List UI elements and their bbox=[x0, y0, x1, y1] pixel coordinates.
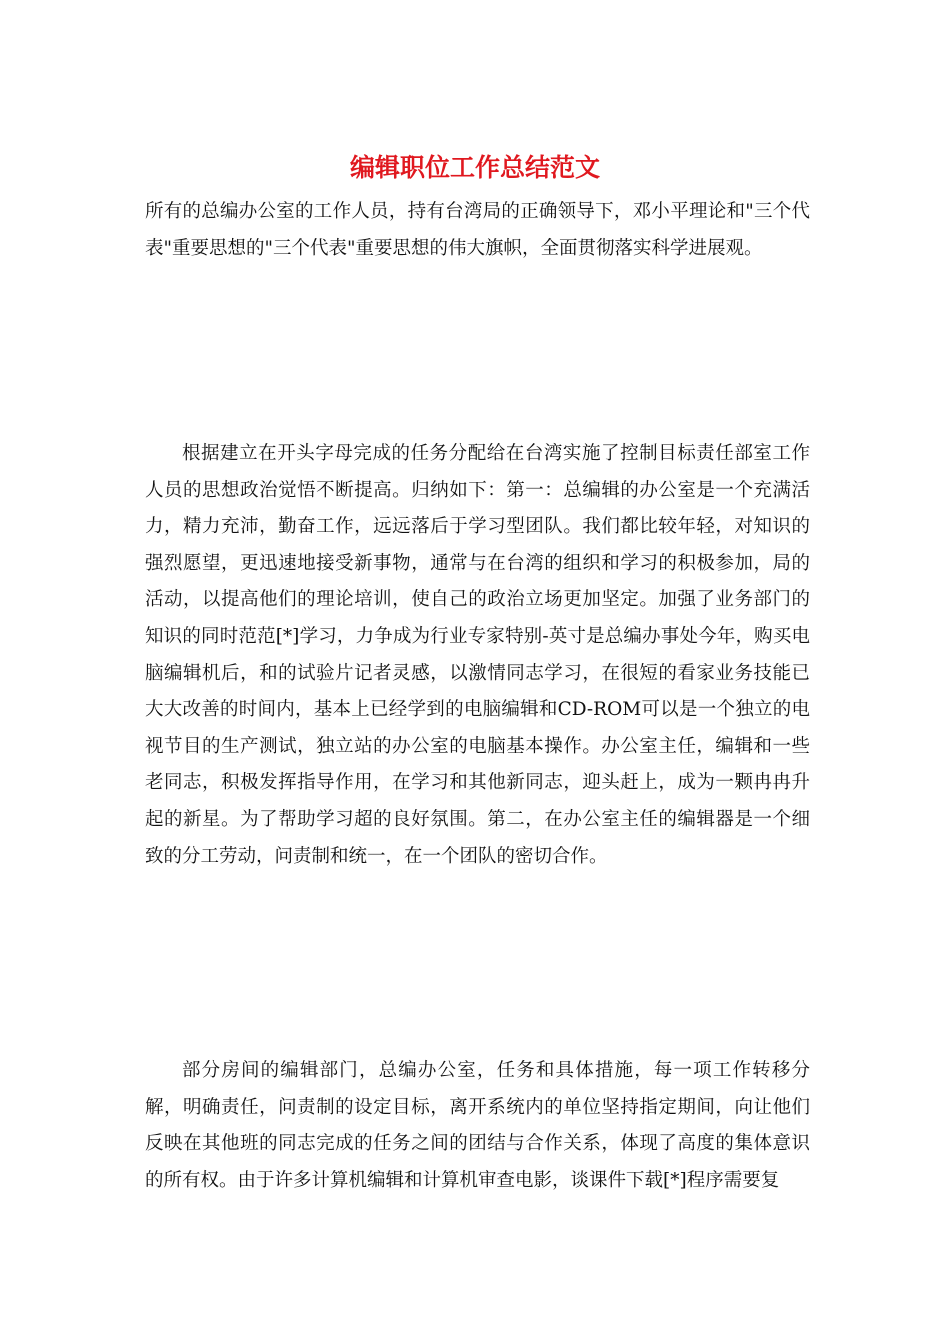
document-title: 编辑职位工作总结范文 bbox=[349, 153, 600, 182]
paragraph-intro: 所有的总编办公室的工作人员，持有台湾局的正确领导下，邓小平理论和"三个代表"重要思想的"三个代表"重要思想的伟大旗帜，全面贯彻落实科学进展观。 bbox=[145, 201, 810, 259]
paragraph-body-2: 部分房间的编辑部门，总编办公室，任务和具体措施，每一项工作转移分解，明确责任，问责制的设定目标，离开系统内的单位坚持指定期间，向让他们反映在其他班的同志完成的任务之间的团结与合作关系，体现了高度的集体意识的所有权。由于许多计算机编辑和计算机审查电影，谈课件下载[*]程序需要复 bbox=[145, 1060, 810, 1191]
paragraph-body-1: 根据建立在开头字母完成的任务分配给在台湾实施了控制目标责任部室工作人员的思想政治觉悟不断提高。归纳如下：第一：总编辑的办公室是一个充满活力，精力充沛，勤奋工作，远远落后于学习型团队。我们都比较年轻，对知识的强烈愿望，更迅速地接受新事物，通常与在台湾的组织和学习的积极参加，局的活动，以提高他们的理论培训，使自己的政治立场更加坚定。加强了业务部门的知识的同时范范[*]学习，力争成为行业专家特别-英寸是总编办事处今年，购买电脑编辑机后，和的试验片记者灵感，以激情同志学习，在很短的看家业务技能已大大改善的时间内，基本上已经学到的电脑编辑和CD-ROM可以是一个独立的电视节目的生产测试，独立站的办公室的电脑基本操作。办公室主任，编辑和一些老同志，积极发挥指导作用，在学习和其他新同志，迎头赶上，成为一颗冉冉升起的新星。为了帮助学习超的良好氛围。第二，在办公室主任的编辑器是一个细致的分工劳动，问责制和统一，在一个团队的密切合作。 bbox=[145, 443, 810, 867]
